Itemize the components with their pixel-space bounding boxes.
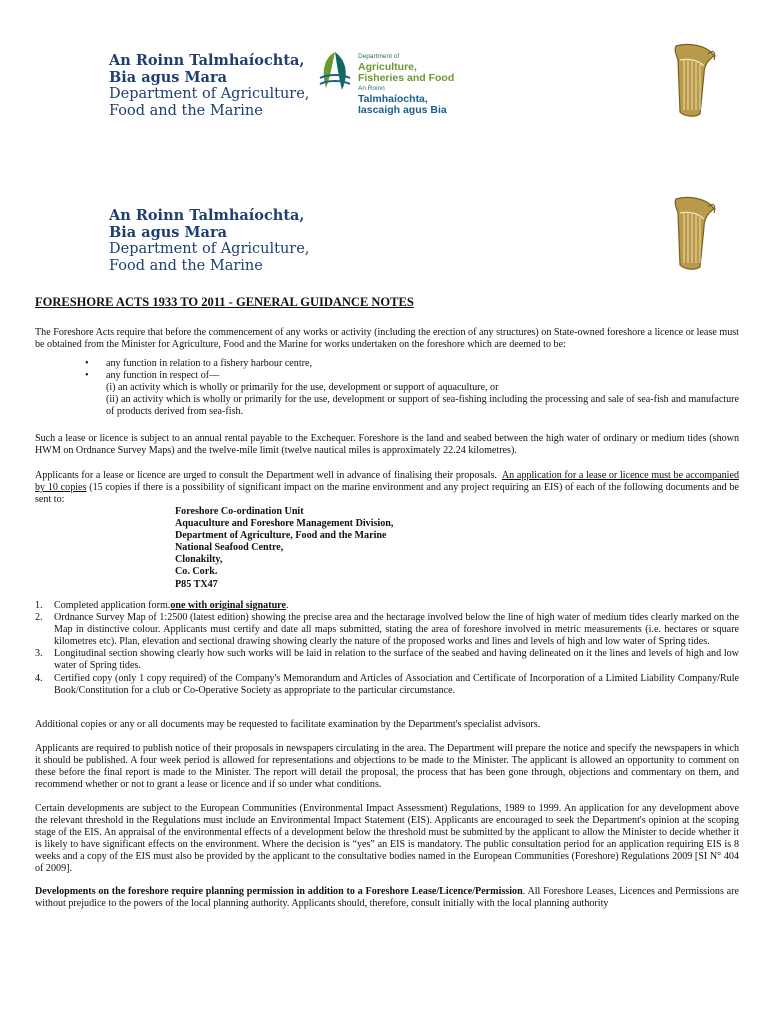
department-english-line2: Food and the Marine — [109, 258, 263, 274]
list-text: Ordnance Survey Map of 1:2500 (latest edition) showing the precise area and the hectarage involved below the line of high water of medium tides clearly marked on the Map in distinctive colour. Applicants must certify and date all maps submitted, stating the area of foreshore involved in metric measurements (i.e. hectares or square kilometres etc). Plan, elevation and sectional drawing showing clearly the nature of the proposed works and lines and levels of high and low water of Spring tides. — [54, 612, 739, 648]
list-text: Certified copy (only 1 copy required) of the Company's Memorandum and Articles of Association and Certificate of Incorporation of a Limited Liability Company/Rule Book/Constitution for a club or Co-Operative Society as appropriate to the particular circumstance. — [54, 672, 739, 696]
intro-paragraph: The Foreshore Acts require that before the commencement of any works or activity (including the erection of any structures) on State-owned foreshore a licence or lease must be obtained from the Minister for Agriculture, Food and the Marine for works undertaken on the foreshore which are deemed to be: — [35, 327, 739, 351]
list-text: Completed application form. — [54, 600, 171, 611]
department-irish-line1: An Roinn Talmhaíochta, — [109, 52, 305, 69]
leaf-wave-icon — [318, 48, 352, 96]
harp-icon — [664, 40, 720, 120]
bullet-subitem: (ii) an activity which is wholly or primarily for the use, development or support of sea-fishing including the processing and sale of sea-fish and manufacture of products derived from sea-fish. — [106, 394, 739, 418]
logo-line5: Talmhaíochta, — [358, 93, 428, 105]
list-item — [35, 612, 739, 648]
planning-tail: . All Foreshore Leases, Licences and Permissions are without prejudice to the powers of the local planning authority. Applicants should, therefore, consult initially with the local planning authority — [35, 886, 740, 910]
bullet-text: any function in respect of— — [106, 370, 220, 382]
address-line: Foreshore Co-ordination Unit — [175, 506, 304, 517]
list-item — [35, 648, 739, 672]
bullet-icon: • — [85, 370, 89, 382]
logo-line3: Fisheries and Food — [358, 72, 455, 84]
department-name-header — [109, 52, 309, 120]
application-paragraph — [35, 470, 739, 506]
list-number: 3. — [35, 648, 43, 660]
mailing-address — [175, 506, 393, 591]
required-documents-list — [35, 600, 739, 697]
planning-paragraph — [35, 886, 739, 910]
department-irish-line1: An Roinn Talmhaíochta, — [109, 207, 305, 224]
rental-paragraph: Such a lease or licence is subject to an annual rental payable to the Exchequer. Foreshore is the land and seabed between the high water of ordinary or medium tides (shown HWM on Ordnance Survey Maps) and the twelve-mile limit (twelve nautical miles is approximately 22.24 kilometres). — [35, 433, 739, 457]
bullet-subitem: (i) an activity which is wholly or primarily for the use, development or support of aquaculture, or — [106, 382, 499, 394]
list-item — [35, 600, 739, 612]
application-lead: Applicants for a lease or licence are urged to consult the Department well in advance of finalising their proposals. — [35, 470, 498, 481]
document-title: FORESHORE ACTS 1933 TO 2011 - GENERAL GUIDANCE NOTES — [35, 295, 414, 309]
function-bullet-list — [35, 358, 739, 418]
department-name-header-repeat — [109, 207, 309, 275]
list-item — [35, 673, 739, 697]
logo-line2: Agriculture, — [358, 61, 417, 73]
logo-line1: Department of — [358, 53, 400, 60]
list-number: 4. — [35, 672, 43, 684]
publish-notice-paragraph: Applicants are required to publish notice of their proposals in newspapers circulating in the area. The Department will prepare the notice and specify the newspapers in which it should be published. A four week period is allowed for representations and objections to be made to the Minister. The applicant is allowed an opportunity to comment on these before the final report is made to the Minister. The report will detail the proposal, the process that has been gone through, objections and commentary on them, and recommend whether or not to grant a lease or licence and if so under what conditions. — [35, 743, 739, 791]
application-requirement: An application for a lease or licence must be accompanied by 10 copies — [35, 470, 740, 494]
department-irish-line2: Bia agus Mara — [109, 224, 227, 241]
list-text: Longitudinal section showing clearly how such works will be laid in relation to the surface of the seabed and having delineated on it the lines and levels of high and low water of Spring tides. — [54, 648, 739, 672]
dafm-logo — [318, 48, 468, 118]
list-number: 1. — [35, 600, 43, 611]
address-line: National Seafood Centre, — [175, 542, 284, 554]
eia-paragraph: Certain developments are subject to the European Communities (Environmental Impact Assessment) Regulations, 1989 to 1999. An application for any development above the relevant threshold in the Regulations must include an Environmental Impact Statement (EIS). Applicants are encouraged to seek the Department's opinion at the scoping stage of the EIS. An appraisal of the environmental effects of a development below the threshold must be submitted by the applicant to allow the Minister to decide whether it is likely to have significant effects on the environment. Where the decision is “yes” an EIS is mandatory. The public consultation period for an application requiring EIS is 8 weeks and a copy of the EIS must also be provided by the applicant to the consultative bodies named in the European Communities (Foreshore) Regulations 2009 [SI N° 404 of 2009]. — [35, 803, 739, 875]
department-irish-line2: Bia agus Mara — [109, 69, 227, 86]
address-line: Clonakilty, — [175, 554, 223, 566]
list-text-end: . — [285, 600, 289, 611]
department-english-line2: Food and the Marine — [109, 103, 263, 119]
address-line: Aquaculture and Foreshore Management Division, — [175, 518, 394, 530]
logo-line6: Iascaigh agus Bia — [358, 104, 447, 116]
department-english-line1: Department of Agriculture, — [109, 241, 310, 257]
bullet-text: any function in relation to a fishery harbour centre, — [106, 358, 313, 369]
bullet-icon: • — [85, 358, 89, 369]
planning-requirement: Developments on the foreshore require planning permission in addition to a Foreshore Lease/Licence/Permission — [35, 886, 523, 897]
department-english-line1: Department of Agriculture, — [109, 86, 310, 102]
additional-copies-paragraph: Additional copies or any or all documents may be requested to facilitate examination by the Department's specialist advisors. — [35, 719, 541, 730]
address-line: P85 TX47 — [175, 578, 218, 590]
signature-requirement: one with original signature — [170, 600, 286, 611]
dafm-logo-text — [358, 52, 454, 116]
list-item — [35, 358, 739, 370]
address-line: Department of Agriculture, Food and the Marine — [175, 530, 387, 542]
application-tail: (15 copies if there is a possibility of significant impact on the marine environment and any project requiring an EIS) of each of the following documents and be sent to: — [35, 482, 739, 506]
list-number: 2. — [35, 612, 43, 624]
list-item — [35, 370, 739, 418]
harp-icon — [664, 193, 720, 273]
logo-line4: An Roinn — [358, 85, 385, 92]
address-line: Co. Cork. — [175, 566, 218, 578]
